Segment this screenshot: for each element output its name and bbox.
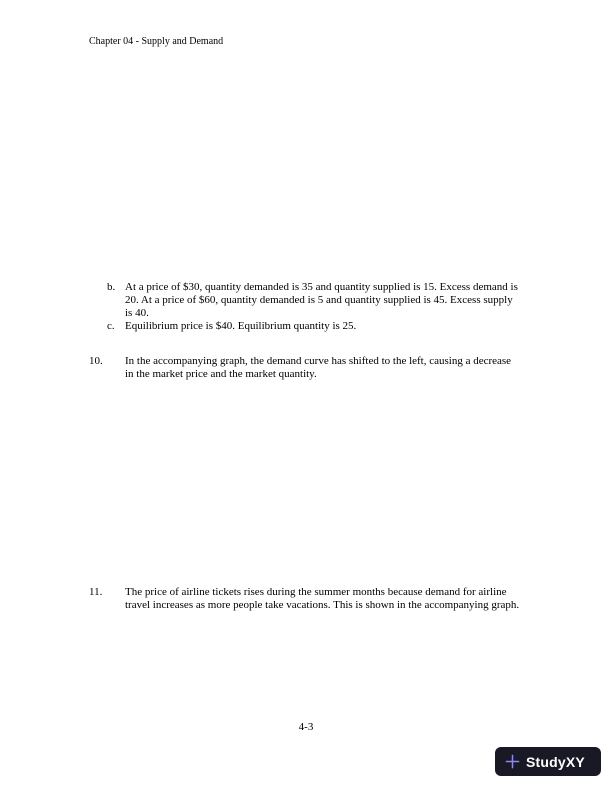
answer-item <box>89 586 521 612</box>
answer-item <box>107 320 521 333</box>
answer-item <box>89 355 521 381</box>
answer-item-text: The price of airline tickets rises during the summer months because demand for airline travel increases as more people take vacations. This is shown in the accompanying graph. <box>125 586 520 611</box>
page-number: 4-3 <box>298 721 314 733</box>
answer-item-text: In the accompanying graph, the demand curve has shifted to the left, causing a decrease in the market price and the market quantity. <box>125 355 512 380</box>
answer-item-label: b. <box>107 281 116 293</box>
answer-item-label: 11. <box>89 586 103 598</box>
answer-item <box>107 281 521 320</box>
answer-item-text: Equilibrium price is $40. Equilibrium quantity is 25. <box>125 320 357 332</box>
page-header-title: Chapter 04 - Supply and Demand <box>89 36 224 47</box>
plus-icon <box>505 754 520 769</box>
answer-item-label: 10. <box>89 355 103 367</box>
studyxy-watermark-badge <box>495 747 601 776</box>
brand-name: StudyXY <box>526 753 585 770</box>
answer-item-label: c. <box>107 320 115 332</box>
answer-item-text: At a price of $30, quantity demanded is 35 and quantity supplied is 15. Excess demand is 20. At a price of $60, quantity demanded is 5 and quantity supplied is 45. Excess supply is 40. <box>125 281 518 319</box>
